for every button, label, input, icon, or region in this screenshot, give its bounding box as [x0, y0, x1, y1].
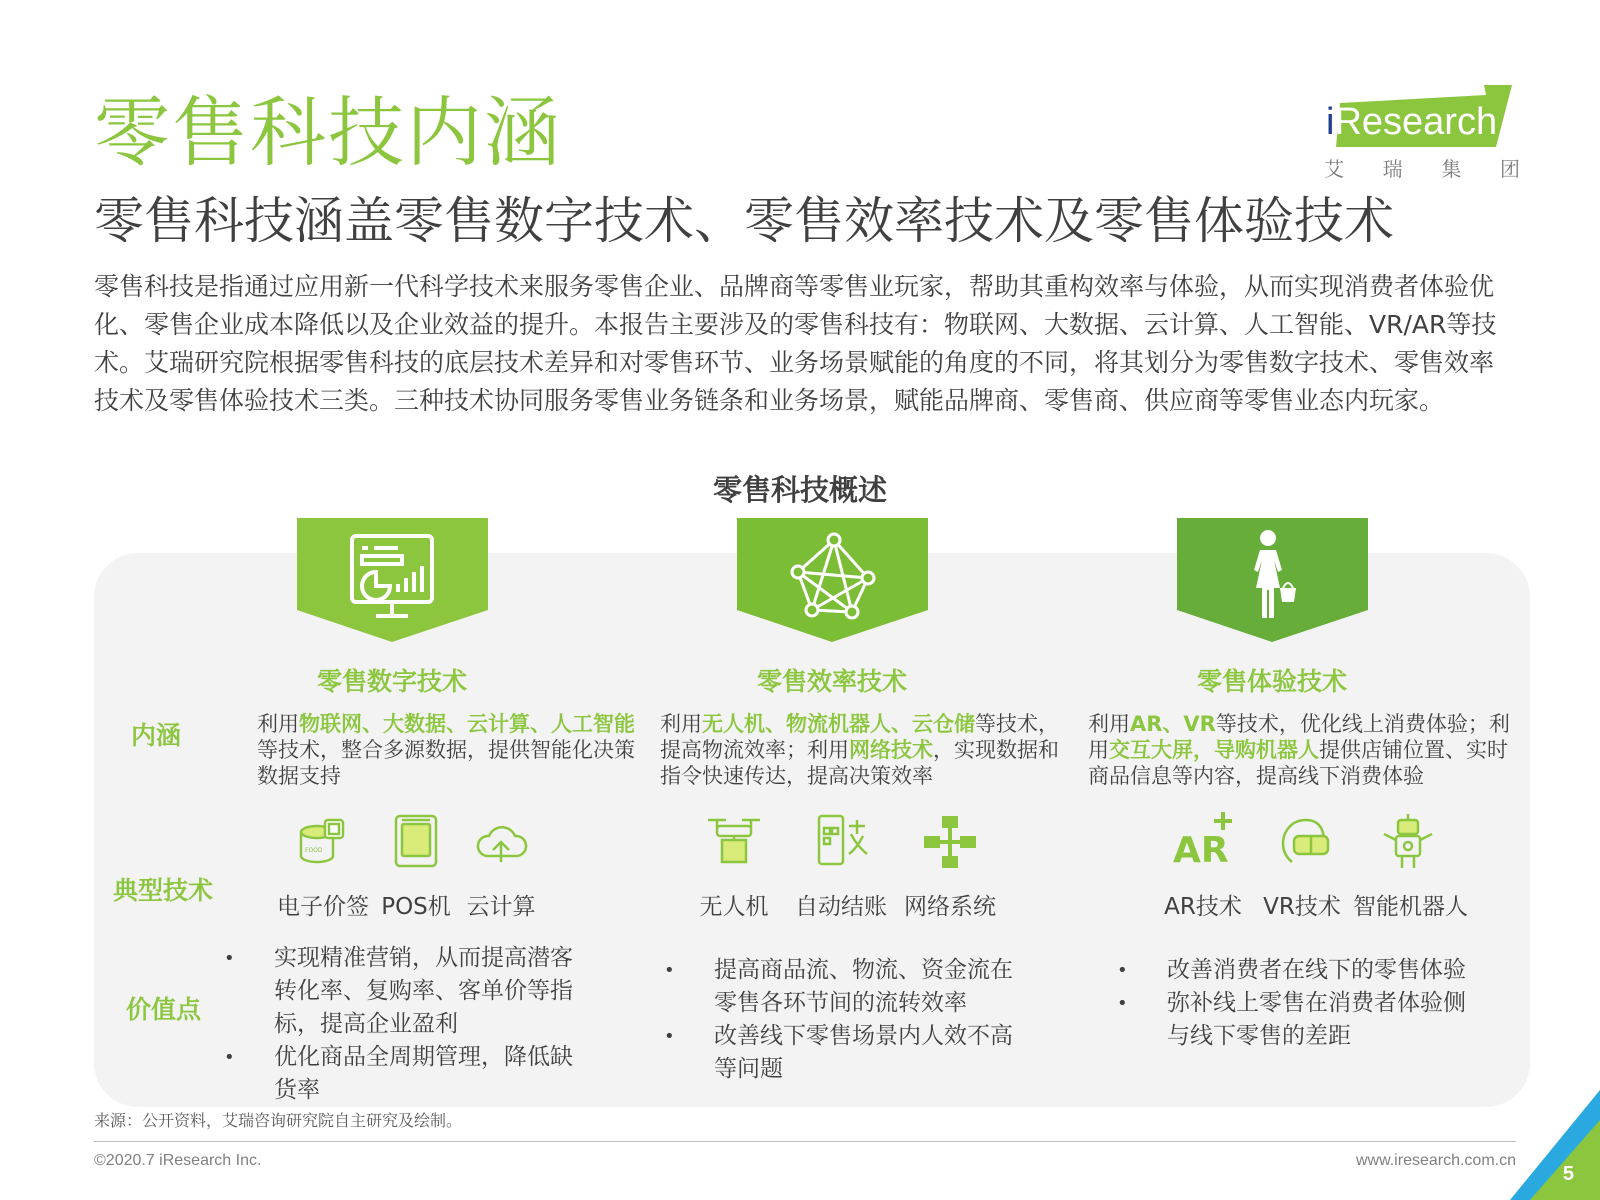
column-desc-experience: 利用AR、VR等技术，优化线上消费体验；利用交互大屏，导购机器人提供店铺位置、实时商品信息等内容，提高线下消费体验	[1088, 712, 1510, 788]
electronic-price-tag-icon	[293, 812, 353, 872]
svg-text:FOOD: FOOD	[305, 847, 323, 854]
logo-wordmark: iResearch	[1326, 101, 1498, 143]
tech-label: 网络系统	[904, 894, 996, 920]
network-system-icon	[920, 812, 980, 872]
shopper-icon	[1222, 526, 1322, 626]
column-title-experience: 零售体验技术	[1196, 667, 1347, 696]
dashboard-chart-icon	[342, 526, 442, 626]
section-title: 零售科技概述	[712, 473, 887, 507]
tech-item	[679, 812, 789, 921]
row-label-meaning: 内涵	[131, 721, 182, 750]
column-title-digital: 零售数字技术	[316, 667, 467, 696]
tech-label: POS机	[381, 894, 451, 920]
vr-headset-icon	[1272, 812, 1332, 872]
column-title-efficiency: 零售效率技术	[756, 667, 907, 696]
value-point: • 实现精准营销，从而提高潜客转化率、复购率、客单价等指标，提高企业盈利	[224, 942, 594, 1041]
corner-decoration-icon	[1510, 1090, 1600, 1200]
tech-label: 云计算	[466, 894, 536, 920]
svg-text:AR: AR	[1173, 830, 1229, 871]
footer-divider	[94, 1141, 1516, 1142]
intro-paragraph: 零售科技是指通过应用新一代科学技术来服务零售企业、品牌商等零售业玩家，帮助其重构效率与体验，从而实现消费者体验优化、零售企业成本降低以及企业效益的提升。本报告主要涉及的零售科技有：物联网、大数据、云计算、人工智能、VR/AR等技术。艾瑞研究院根据零售科技的底层技术差异和对零售环节、业务场景赋能的角度的不同，将其划分为零售数字技术、零售效率技术及零售体验技术三类。三种技术协同服务零售业务链条和业务场景，赋能品牌商、零售商、供应商等零售业态内玩家。	[94, 272, 1497, 415]
page-subtitle: 零售科技涵盖零售数字技术、零售效率技术及零售体验技术	[94, 192, 1394, 250]
value-list-digital	[224, 942, 594, 1107]
copyright: ©2020.7 iResearch Inc.	[94, 1152, 262, 1169]
tech-item	[1247, 812, 1357, 921]
badge-digital	[297, 518, 488, 642]
page-number: 5	[1562, 1163, 1574, 1185]
tech-item	[1353, 812, 1468, 921]
tech-item	[786, 812, 896, 921]
website-link[interactable]: www.iresearch.com.cn	[1355, 1152, 1516, 1169]
tech-item	[446, 812, 556, 921]
value-point: • 改善消费者在线下的零售体验	[1117, 954, 1487, 987]
pos-machine-icon	[386, 812, 446, 872]
cloud-upload-icon	[471, 812, 531, 872]
tech-label: 电子价签	[277, 894, 369, 920]
tech-label: VR技术	[1263, 894, 1341, 920]
source-note: 来源：公开资料，艾瑞咨询研究院自主研究及绘制。	[94, 1111, 463, 1130]
logo-subtitle: 艾 瑞 集 团	[1324, 157, 1520, 181]
row-label-typical-tech: 典型技术	[113, 876, 214, 905]
badge-experience	[1177, 518, 1368, 642]
value-list-experience	[1117, 954, 1487, 1053]
tech-item	[895, 812, 1005, 921]
robot-icon	[1378, 812, 1438, 872]
tech-item	[1148, 812, 1258, 921]
tech-label: 智能机器人	[1353, 894, 1468, 920]
value-point: • 改善线下零售场景内人效不高等问题	[664, 1020, 1034, 1086]
column-desc-digital: 利用物联网、大数据、云计算、人工智能等技术，整合多源数据，提供智能化决策数据支持	[257, 712, 635, 788]
value-list-efficiency	[664, 954, 1034, 1086]
drone-icon	[704, 812, 764, 872]
value-point: • 提高商品流、物流、资金流在零售各环节间的流转效率	[664, 954, 1034, 1020]
value-point: • 优化商品全周期管理，降低缺货率	[224, 1041, 594, 1107]
page-title: 零售科技内涵	[94, 88, 562, 177]
column-desc-efficiency: 利用无人机、物流机器人、云仓储等技术，提高物流效率；利用网络技术，实现数据和指令快速传达，提高决策效率	[660, 712, 1059, 788]
self-checkout-icon	[811, 812, 871, 872]
tech-label: 自动结账	[795, 894, 887, 920]
tech-label: 无人机	[699, 894, 769, 920]
value-point: • 弥补线上零售在消费者体验侧与线下零售的差距	[1117, 987, 1487, 1053]
ar-icon	[1173, 812, 1233, 872]
badge-efficiency	[737, 518, 928, 642]
iresearch-logo	[1322, 85, 1522, 185]
row-label-value: 价值点	[126, 995, 202, 1024]
network-mesh-icon	[782, 526, 882, 626]
tech-label: AR技术	[1164, 894, 1242, 920]
